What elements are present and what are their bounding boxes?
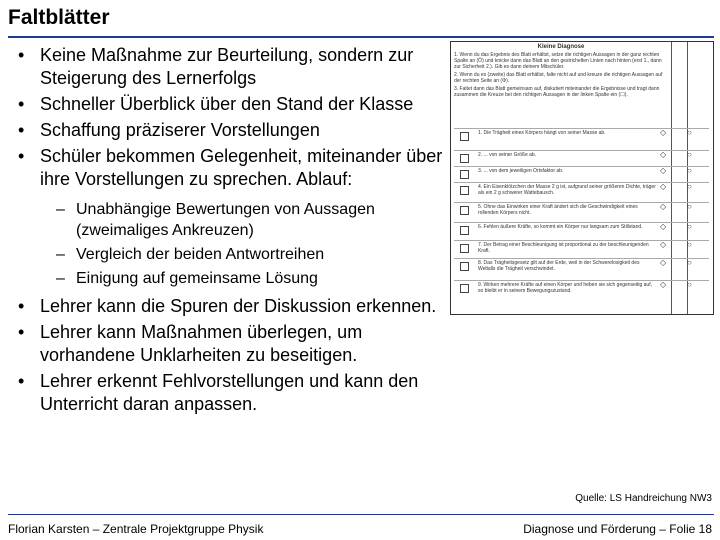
worksheet-statement: 4. Ein Eisenklötzchen der Masse 2 g ist, aufgrund seiner größeren Dichte, träger als ein 2 g schwerer Wattebausch.	[478, 184, 656, 196]
worksheet-row	[454, 166, 709, 181]
worksheet-statement: 6. Fehlen äußere Kräfte, so kommt ein Körper nur langsam zum Stillstand.	[478, 224, 643, 230]
worksheet-instruction: 3. Faltet dann das Blatt gemeinsam auf, diskutiert miteinander die Ergebnisse und tragt dann zusammen die Kreuze bei den richtigen Aussagen in der linken Spalte ein (☐).	[454, 86, 660, 98]
bullet-item: • Keine Maßnahme zur Beurteilung, sondern zur Steigerung des Lernerfolgs	[18, 44, 458, 90]
checkbox-icon	[460, 244, 469, 253]
checkbox-icon	[460, 226, 469, 235]
diamond-icon: ◇	[660, 240, 667, 249]
worksheet-instruction: 2. Wenn du es (zweite) das Blatt erhältst, falte nicht auf und kreuze die richtigen Aussagen auf der rechten Seite an (Φ).	[454, 72, 663, 84]
diagnosis-worksheet-image	[450, 41, 714, 315]
bullet-list	[18, 44, 458, 419]
diamond-icon: ◇	[660, 222, 667, 231]
bullet-item: • Schneller Überblick über den Stand der Klasse	[18, 93, 458, 116]
diamond-icon: ◇	[660, 150, 667, 159]
bullet-item: • Lehrer erkennt Fehlvorstellungen und kann den Unterricht daran anpassen.	[18, 370, 458, 416]
title-divider	[8, 36, 714, 38]
worksheet-row	[454, 240, 709, 255]
checkbox-icon	[460, 154, 469, 163]
diamond-icon: ◇	[660, 128, 667, 137]
circle-icon: ○	[687, 150, 692, 159]
circle-icon: ○	[687, 166, 692, 175]
slide-title: Faltblätter	[8, 6, 110, 29]
bullet-item: • Schaffung präziserer Vorstellungen	[18, 119, 458, 142]
circle-icon: ○	[687, 128, 692, 137]
diamond-icon: ◇	[660, 258, 667, 267]
worksheet-statement: 3. ... von dem jeweiligen Ortsfaktor ab.	[478, 168, 564, 174]
worksheet-row	[454, 128, 709, 143]
circle-icon: ○	[687, 222, 692, 231]
worksheet-row	[454, 280, 709, 295]
worksheet-row	[454, 222, 709, 237]
sub-bullet-item: – Unabhängige Bewertungen von Aussagen (zweimaliges Ankreuzen)	[56, 199, 458, 241]
checkbox-icon	[460, 186, 469, 195]
worksheet-statement: 8. Das Trägheitsgesetz gilt auf der Erde, weil in der Schwerelosigkeit des Weltalls die Trägheit verschwindet.	[478, 260, 640, 272]
bullet-item: • Lehrer kann Maßnahmen überlegen, um vorhandene Unklarheiten zu beseitigen.	[18, 321, 458, 367]
worksheet-statement: 5. Ohne das Einwirken einer Kraft ändert sich die Geschwindigkeit eines rollenden Körpers nicht.	[478, 204, 638, 216]
bullet-item	[18, 145, 458, 289]
sub-bullet-item: – Einigung auf gemeinsame Lösung	[56, 268, 458, 289]
diamond-icon: ◇	[660, 182, 667, 191]
checkbox-icon	[460, 284, 469, 293]
checkbox-icon	[460, 262, 469, 271]
sub-bullet-item: – Vergleich der beiden Antwortreihen	[56, 244, 458, 265]
footer-slide-number: Diagnose und Förderung – Folie 18	[523, 522, 712, 536]
checkbox-icon	[460, 206, 469, 215]
diamond-icon: ◇	[660, 280, 667, 289]
worksheet-statement: 7. Der Betrag einer Beschleunigung ist proportional zu der beschleunigenden Kraft.	[478, 242, 649, 254]
worksheet-statement: 1. Die Trägheit eines Körpers hängt von seiner Masse ab.	[478, 130, 606, 136]
circle-icon: ○	[687, 202, 692, 211]
footer-author: Florian Karsten – Zentrale Projektgruppe Physik	[8, 522, 264, 536]
circle-icon: ○	[687, 258, 692, 267]
worksheet-instruction: 1. Wenn du das Ergebnis des Blatt erhältst, setze die richtigen Aussagen in der ganz rechten Spalte an (Ö) und knicke dann das Blatt an den gestrichelten Linien nach hinten (erst 1., dann zur Sicherheit 2.). Gib es dann deinem Mitschüler.	[454, 52, 662, 70]
circle-icon: ○	[687, 182, 692, 191]
worksheet-row	[454, 150, 709, 165]
worksheet-instructions	[454, 52, 666, 100]
circle-icon: ○	[687, 280, 692, 289]
diamond-icon: ◇	[660, 166, 667, 175]
footer-divider	[8, 514, 714, 515]
worksheet-statement: 9. Wirken mehrere Kräfte auf einen Körper und heben sie sich gegenseitig auf, so bleibt er in seinem Bewegungszustand.	[478, 282, 652, 294]
worksheet-title: Kleine Diagnose	[537, 44, 585, 50]
sub-bullet-list	[56, 199, 458, 289]
source-note: Quelle: LS Handreichung NW3	[575, 493, 712, 504]
bullet-item: • Lehrer kann die Spuren der Diskussion erkennen.	[18, 295, 458, 318]
worksheet-row	[454, 202, 709, 217]
circle-icon: ○	[687, 240, 692, 249]
worksheet-row	[454, 258, 709, 273]
bullet-text: Schüler bekommen Gelegenheit, miteinander über ihre Vorstellungen zu sprechen. Ablauf:	[40, 146, 443, 189]
diamond-icon: ◇	[660, 202, 667, 211]
worksheet-statement: 2. ... von seiner Größe ab.	[478, 152, 537, 158]
checkbox-icon	[460, 132, 469, 141]
worksheet-row	[454, 182, 709, 197]
checkbox-icon	[460, 170, 469, 179]
